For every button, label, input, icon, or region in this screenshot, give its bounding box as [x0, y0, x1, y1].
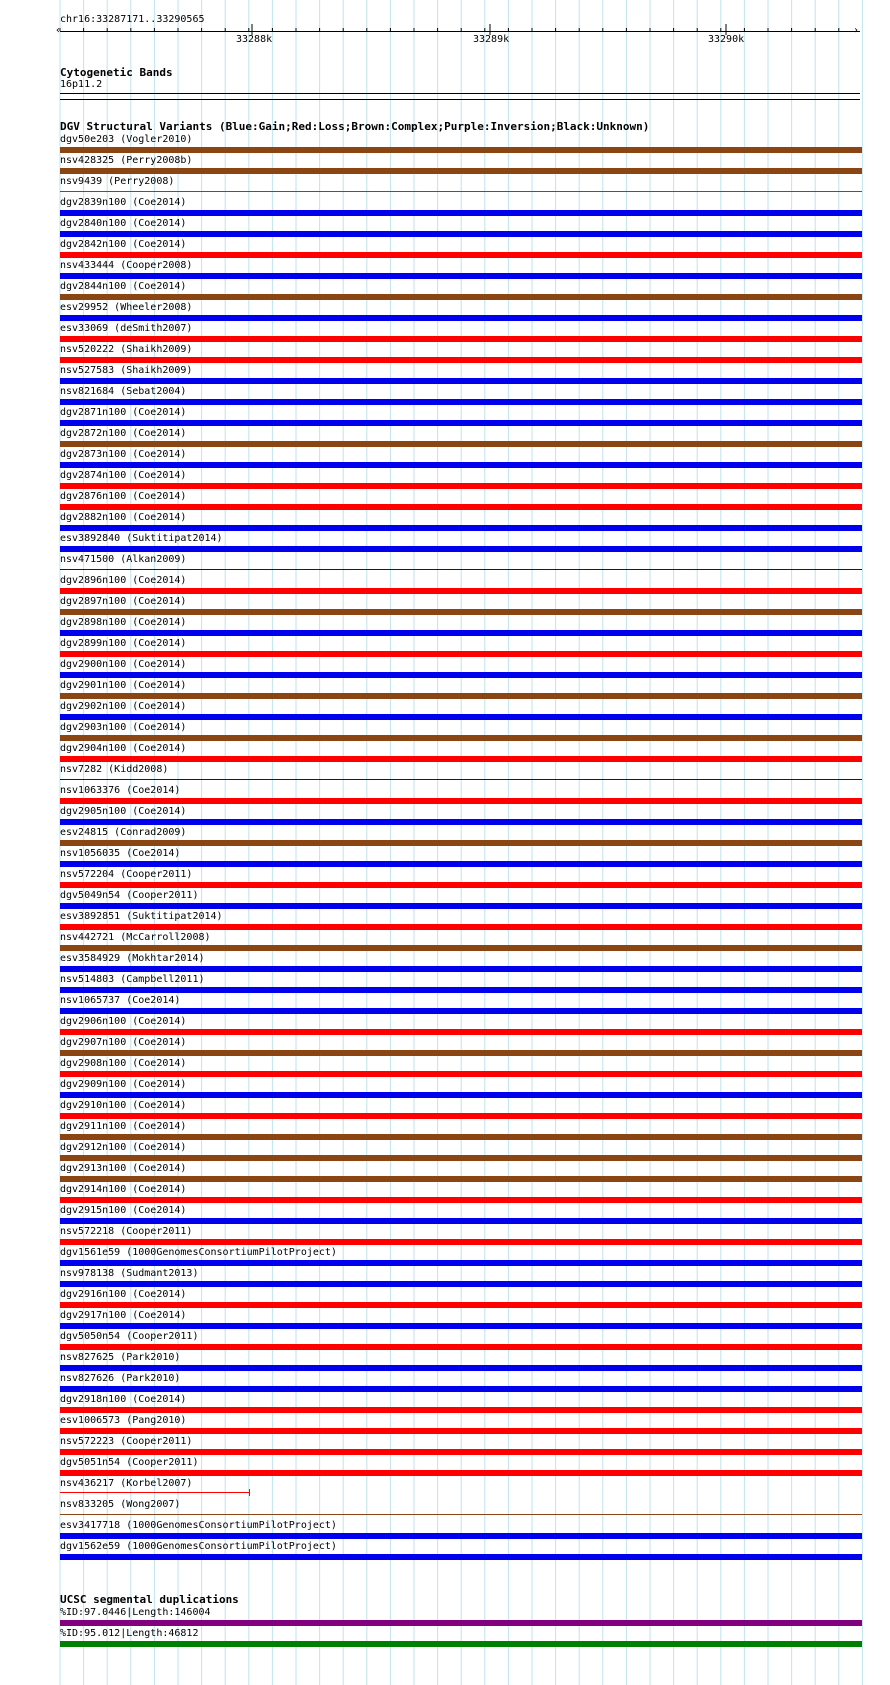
dgv-item-bar[interactable]	[60, 294, 862, 300]
dgv-item-label[interactable]: dgv2906n100 (Coe2014)	[60, 1016, 187, 1027]
dgv-item-bar[interactable]	[60, 210, 862, 216]
dgv-item-label[interactable]: esv3892851 (Suktitipat2014)	[60, 911, 223, 922]
dgv-item-bar[interactable]	[60, 1113, 862, 1119]
dgv-item-label[interactable]: dgv2904n100 (Coe2014)	[60, 743, 187, 754]
dgv-item-bar[interactable]	[60, 1176, 862, 1182]
dgv-item-bar[interactable]	[60, 861, 862, 867]
dgv-item-label[interactable]: nsv572204 (Cooper2011)	[60, 869, 193, 880]
dgv-item-label[interactable]: nsv1063376 (Coe2014)	[60, 785, 181, 796]
dgv-item-bar[interactable]	[60, 147, 862, 153]
dgv-item-bar[interactable]	[60, 945, 862, 951]
dgv-item-bar[interactable]	[60, 693, 862, 699]
dgv-item-bar[interactable]	[60, 336, 862, 342]
dgv-item-label[interactable]: dgv2905n100 (Coe2014)	[60, 806, 187, 817]
dgv-item-label[interactable]: dgv2907n100 (Coe2014)	[60, 1037, 187, 1048]
dgv-item-label[interactable]: dgv2882n100 (Coe2014)	[60, 512, 187, 523]
dgv-item-bar[interactable]	[60, 252, 862, 258]
cytogenetic-band-label: 16p11.2	[60, 79, 103, 90]
dgv-item-bar[interactable]	[60, 735, 862, 741]
ruler-tick-label: 33288k	[236, 34, 273, 45]
dgv-item-bar[interactable]	[60, 1514, 862, 1515]
dgv-item-label[interactable]: nsv1065737 (Coe2014)	[60, 995, 181, 1006]
dgv-item-bar[interactable]	[60, 882, 862, 888]
dgv-item-label[interactable]: nsv471500 (Alkan2009)	[60, 554, 187, 565]
dgv-item-bar[interactable]	[60, 924, 862, 930]
dgv-item-label[interactable]: nsv433444 (Cooper2008)	[60, 260, 193, 271]
dgv-item-label[interactable]: nsv821684 (Sebat2004)	[60, 386, 187, 397]
segdup-item-bar[interactable]	[60, 1641, 862, 1647]
dgv-item-label[interactable]: dgv2872n100 (Coe2014)	[60, 428, 187, 439]
dgv-item-label[interactable]: nsv520222 (Shaikh2009)	[60, 344, 193, 355]
cytogenetic-band-line	[60, 99, 860, 100]
dgv-item-bar[interactable]	[60, 462, 862, 468]
dgv-item-label[interactable]: dgv5051n54 (Cooper2011)	[60, 1457, 199, 1468]
dgv-item-label[interactable]: esv29952 (Wheeler2008)	[60, 302, 193, 313]
dgv-item-label[interactable]: dgv2912n100 (Coe2014)	[60, 1142, 187, 1153]
dgv-item-label[interactable]: nsv1056035 (Coe2014)	[60, 848, 181, 859]
segdup-item-label[interactable]: %ID:95.012|Length:46812	[60, 1628, 199, 1639]
segdup-item-label[interactable]: %ID:97.0446|Length:146004	[60, 1607, 211, 1618]
dgv-item-label[interactable]: nsv827626 (Park2010)	[60, 1373, 181, 1384]
dgv-item-label[interactable]: nsv827625 (Park2010)	[60, 1352, 181, 1363]
dgv-item-bar[interactable]	[60, 651, 862, 657]
dgv-item-label[interactable]: nsv527583 (Shaikh2009)	[60, 365, 193, 376]
dgv-item-bar[interactable]	[60, 191, 862, 192]
dgv-item-label[interactable]: dgv2844n100 (Coe2014)	[60, 281, 187, 292]
dgv-item-bar[interactable]	[60, 1492, 250, 1493]
dgv-item-label[interactable]: esv33069 (deSmith2007)	[60, 323, 193, 334]
dgv-item-bar[interactable]	[60, 1470, 862, 1476]
dgv-item-bar[interactable]	[60, 399, 862, 405]
ruler-tick-label: 33290k	[708, 34, 745, 45]
dgv-item-bar[interactable]	[60, 966, 862, 972]
dgv-item-label[interactable]: nsv978138 (Sudmant2013)	[60, 1268, 199, 1279]
dgv-item-bar[interactable]	[60, 569, 862, 570]
dgv-item-label[interactable]: dgv2898n100 (Coe2014)	[60, 617, 187, 628]
dgv-item-bar[interactable]	[60, 1260, 862, 1266]
position-label: chr16:33287171..33290565	[60, 14, 205, 25]
dgv-item-bar[interactable]	[60, 588, 862, 594]
dgv-item-bar[interactable]	[60, 1008, 862, 1014]
dgv-item-bar[interactable]	[60, 1155, 862, 1161]
dgv-item-label[interactable]: dgv2915n100 (Coe2014)	[60, 1205, 187, 1216]
segdup-track-title: UCSC segmental duplications	[60, 1593, 239, 1606]
dgv-item-label[interactable]: dgv2909n100 (Coe2014)	[60, 1079, 187, 1090]
dgv-item-bar[interactable]	[60, 630, 862, 636]
dgv-item-label[interactable]: dgv5050n54 (Cooper2011)	[60, 1331, 199, 1342]
dgv-item-bar[interactable]	[60, 672, 862, 678]
dgv-item-label[interactable]: nsv9439 (Perry2008)	[60, 176, 175, 187]
dgv-item-bar[interactable]	[60, 1218, 862, 1224]
dgv-item-bar[interactable]	[60, 1449, 862, 1455]
dgv-item-label[interactable]: nsv572218 (Cooper2011)	[60, 1226, 193, 1237]
dgv-item-bar[interactable]	[60, 779, 862, 780]
dgv-item-label[interactable]: nsv833205 (Wong2007)	[60, 1499, 181, 1510]
dgv-item-label[interactable]: dgv2902n100 (Coe2014)	[60, 701, 187, 712]
dgv-item-label[interactable]: esv3892840 (Suktitipat2014)	[60, 533, 223, 544]
dgv-item-bar[interactable]	[60, 1323, 862, 1329]
dgv-item-label[interactable]: dgv2839n100 (Coe2014)	[60, 197, 187, 208]
dgv-item-bar[interactable]	[60, 987, 862, 993]
dgv-item-label[interactable]: dgv2896n100 (Coe2014)	[60, 575, 187, 586]
ruler-tick-label: 33289k	[473, 34, 510, 45]
dgv-item-bar[interactable]	[60, 1428, 862, 1434]
dgv-item-label[interactable]: dgv2900n100 (Coe2014)	[60, 659, 187, 670]
dgv-item-bar[interactable]	[60, 1197, 862, 1203]
dgv-item-label[interactable]: nsv442721 (McCarroll2008)	[60, 932, 211, 943]
ruler-right-arrow-icon: ›	[853, 25, 860, 36]
dgv-item-label[interactable]: dgv2903n100 (Coe2014)	[60, 722, 187, 733]
dgv-item-bar[interactable]	[60, 483, 862, 489]
dgv-item-label[interactable]: esv3584929 (Mokhtar2014)	[60, 953, 205, 964]
dgv-track-title: DGV Structural Variants (Blue:Gain;Red:Loss;Brown:Complex;Purple:Inversion;Black:Unknown)	[60, 120, 650, 133]
dgv-item-bar[interactable]	[60, 1386, 862, 1392]
dgv-item-label[interactable]: dgv2914n100 (Coe2014)	[60, 1184, 187, 1195]
dgv-item-bar[interactable]	[60, 357, 862, 363]
dgv-item-bar[interactable]	[60, 504, 862, 510]
dgv-item-bar[interactable]	[60, 1281, 862, 1287]
dgv-item-bar[interactable]	[60, 1407, 862, 1413]
dgv-item-label[interactable]: dgv1561e59 (1000GenomesConsortiumPilotProject)	[60, 1247, 337, 1258]
ruler-left-arrow-icon: ‹	[55, 25, 62, 36]
dgv-item-bar[interactable]	[60, 420, 862, 426]
dgv-item-label[interactable]: esv24815 (Conrad2009)	[60, 827, 187, 838]
dgv-item-bar[interactable]	[60, 1344, 862, 1350]
dgv-item-bar[interactable]	[60, 315, 862, 321]
dgv-item-bar[interactable]	[60, 1365, 862, 1371]
dgv-item-label[interactable]: nsv436217 (Korbel2007)	[60, 1478, 193, 1489]
dgv-item-bar[interactable]	[60, 1554, 862, 1560]
dgv-item-bar[interactable]	[60, 1050, 862, 1056]
dgv-item-label[interactable]: nsv514803 (Campbell2011)	[60, 974, 205, 985]
dgv-item-bar[interactable]	[60, 441, 862, 447]
dgv-item-label[interactable]: dgv2873n100 (Coe2014)	[60, 449, 187, 460]
dgv-item-label[interactable]: dgv2913n100 (Coe2014)	[60, 1163, 187, 1174]
dgv-item-label[interactable]: esv3417718 (1000GenomesConsortiumPilotProject)	[60, 1520, 337, 1531]
dgv-item-bar[interactable]	[60, 378, 862, 384]
dgv-item-label[interactable]: esv1006573 (Pang2010)	[60, 1415, 187, 1426]
dgv-item-bar[interactable]	[60, 903, 862, 909]
dgv-item-bar[interactable]	[60, 1029, 862, 1035]
dgv-item-bar[interactable]	[60, 525, 862, 531]
dgv-item-label[interactable]: dgv2899n100 (Coe2014)	[60, 638, 187, 649]
dgv-item-label[interactable]: dgv2916n100 (Coe2014)	[60, 1289, 187, 1300]
dgv-item-label[interactable]: dgv2910n100 (Coe2014)	[60, 1100, 187, 1111]
dgv-item-label[interactable]: dgv2908n100 (Coe2014)	[60, 1058, 187, 1069]
segdup-item-bar[interactable]	[60, 1620, 862, 1626]
dgv-item-label[interactable]: dgv2842n100 (Coe2014)	[60, 239, 187, 250]
dgv-item-label[interactable]: dgv2901n100 (Coe2014)	[60, 680, 187, 691]
dgv-item-bar[interactable]	[60, 714, 862, 720]
dgv-item-label[interactable]: dgv2840n100 (Coe2014)	[60, 218, 187, 229]
dgv-item-bar[interactable]	[60, 168, 862, 174]
dgv-item-bar[interactable]	[60, 1071, 862, 1077]
dgv-item-bar[interactable]	[60, 840, 862, 846]
cytogenetic-track-title: Cytogenetic Bands	[60, 66, 173, 79]
dgv-item-label[interactable]: dgv2918n100 (Coe2014)	[60, 1394, 187, 1405]
dgv-item-bar[interactable]	[60, 1134, 862, 1140]
dgv-item-label[interactable]: dgv2911n100 (Coe2014)	[60, 1121, 187, 1132]
dgv-item-label[interactable]: dgv5049n54 (Cooper2011)	[60, 890, 199, 901]
dgv-item-label[interactable]: dgv2874n100 (Coe2014)	[60, 470, 187, 481]
dgv-item-bar[interactable]	[60, 273, 862, 279]
dgv-item-bar[interactable]	[60, 1533, 862, 1539]
cytogenetic-band-line	[60, 93, 860, 94]
dgv-item-bar[interactable]	[60, 1302, 862, 1308]
dgv-item-bar[interactable]	[60, 231, 862, 237]
dgv-item-label[interactable]: dgv2871n100 (Coe2014)	[60, 407, 187, 418]
dgv-item-label[interactable]: nsv7282 (Kidd2008)	[60, 764, 169, 775]
dgv-item-label[interactable]: nsv572223 (Cooper2011)	[60, 1436, 193, 1447]
dgv-item-bar[interactable]	[60, 1239, 862, 1245]
dgv-item-label[interactable]: dgv2876n100 (Coe2014)	[60, 491, 187, 502]
dgv-item-label[interactable]: dgv2897n100 (Coe2014)	[60, 596, 187, 607]
dgv-item-bar[interactable]	[60, 798, 862, 804]
dgv-item-label[interactable]: dgv1562e59 (1000GenomesConsortiumPilotProject)	[60, 1541, 337, 1552]
dgv-item-label[interactable]: dgv50e203 (Vogler2010)	[60, 134, 193, 145]
dgv-item-label[interactable]: dgv2917n100 (Coe2014)	[60, 1310, 187, 1321]
dgv-item-bar[interactable]	[60, 1092, 862, 1098]
dgv-item-label[interactable]: nsv428325 (Perry2008b)	[60, 155, 193, 166]
ruler-axis	[60, 31, 860, 32]
dgv-item-bar[interactable]	[60, 756, 862, 762]
dgv-item-bar[interactable]	[60, 819, 862, 825]
dgv-item-bar[interactable]	[60, 546, 862, 552]
dgv-item-bar[interactable]	[60, 609, 862, 615]
